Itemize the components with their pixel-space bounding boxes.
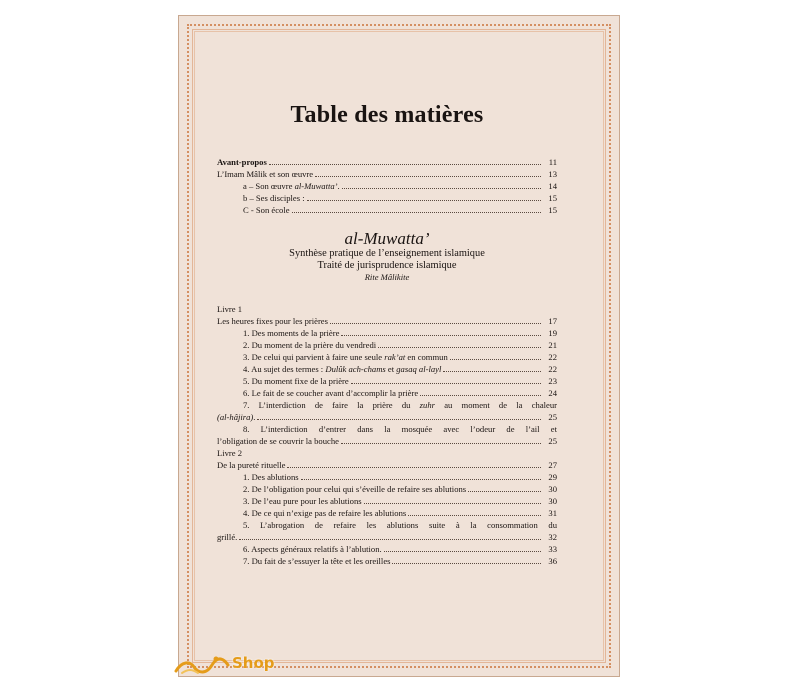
toc-row: 3. De l’eau pure pour les ablutions 30: [243, 496, 557, 506]
toc-row: 2. Du moment de la prière du vendredi 21: [243, 340, 557, 350]
toc-row: 3. De celui qui parvient à faire une seule rak’at en commun 22: [243, 352, 557, 362]
toc-row: 7. Du fait de s’essuyer la tête et les oreilles 36: [243, 556, 557, 566]
book-page: [178, 15, 620, 677]
toc-row-imam-malik: L’Imam Mâlik et son œuvre 13: [217, 169, 557, 179]
swirl-icon: [172, 651, 232, 679]
book-subtitle: Synthèse pratique de l’enseignement islamique: [289, 248, 485, 259]
toc-row-multiline: 8. L’interdiction d’entrer dans la mosquée avec l’odeur de l’ail et: [243, 424, 557, 434]
page-content: [217, 30, 557, 567]
toc-row: 2. De l’obligation pour celui qui s’éveille de refaire ses ablutions 30: [243, 484, 557, 494]
shop-logo: [172, 651, 292, 681]
toc-row-heures-fixes: Les heures fixes pour les prières 17: [217, 316, 557, 326]
livre-1-heading: Livre 1: [217, 304, 243, 314]
toc-row-son-oeuvre: a – Son œuvre al-Muwatta’. 14: [243, 181, 557, 191]
toc-row: 1. Des ablutions 29: [243, 472, 557, 482]
toc-row-multiline: 5. L’abrogation de refaire les ablutions suite à la consommation du: [243, 520, 557, 530]
toc-row: 4. De ce qui n’exige pas de refaire les ablutions 31: [243, 508, 557, 518]
toc-row: 6. Le fait de se coucher avant d’accomplir la prière 24: [243, 388, 557, 398]
book-subtitle-2: Traité de jurisprudence islamique: [317, 260, 457, 271]
book-title: al-Muwatta’: [344, 229, 430, 248]
toc-row-multiline: 7. L’interdiction de faire la prière du zuhr au moment de la chaleur: [243, 400, 557, 410]
toc-row-ses-disciples: b – Ses disciples : 15: [243, 193, 557, 203]
shop-label: Shop: [232, 654, 275, 672]
toc-row: 5. Du moment fixe de la prière 23: [243, 376, 557, 386]
toc-row: 1. Des moments de la prière 19: [243, 328, 557, 338]
toc-row-multiline-end: l’obligation de se couvrir la bouche 25: [217, 436, 557, 446]
livre-2-heading: Livre 2: [217, 448, 243, 458]
page-title: Table des matières: [290, 102, 484, 128]
toc-row: 6. Aspects généraux relatifs à l’ablution. 33: [243, 544, 557, 554]
toc-row-avant-propos: Avant-propos 11: [217, 157, 557, 167]
toc-row-purete-rituelle: De la pureté rituelle 27: [217, 460, 557, 470]
toc-row-multiline-end: (al-hâjira). 25: [217, 412, 557, 422]
toc-row-son-ecole: C - Son école 15: [243, 205, 557, 215]
toc-row-multiline-end: grillé. 32: [217, 532, 557, 542]
toc-row: 4. Au sujet des termes : Dulûk ach-chams et gasaq al-layl 22: [243, 364, 557, 374]
book-rite: Rite Mâlikite: [364, 272, 410, 282]
